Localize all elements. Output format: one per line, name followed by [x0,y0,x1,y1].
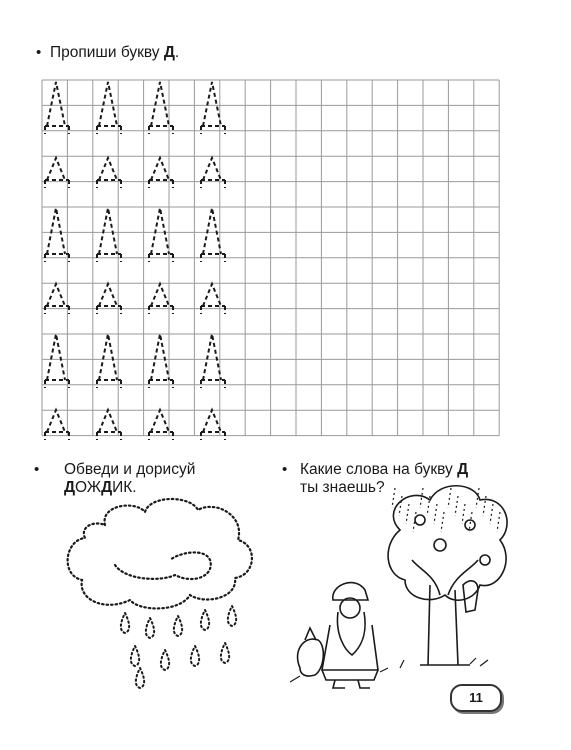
trace-letters [45,82,225,440]
dotted-raindrop [121,613,129,633]
task-1-text: Пропиши букву [50,44,164,61]
word-letter: ИК. [112,479,137,496]
dotted-raindrop [136,668,144,688]
bullet: • [36,44,42,61]
dashed-letter-d-trace [97,158,121,188]
word-letter: Д [64,479,76,496]
task-2-line-1: Обведи и дорисуй [64,461,196,478]
dashed-letter-d-trace [97,334,121,388]
task-3-line-1 [300,461,468,479]
bullet: • [282,461,288,478]
dashed-letter-d-trace [45,334,69,388]
dashed-letter-d-trace [201,208,225,262]
task-1-period: . [174,44,180,61]
task-3-line-2: ты знаешь? [300,479,385,496]
task-3-text: Какие слова на букву [300,461,458,478]
dotted-raindrop [174,616,182,636]
dashed-letter-d-trace [45,208,69,262]
rain-streak [406,504,409,524]
dotted-raindrop [191,646,199,666]
grandfather-illustration [298,583,378,688]
bullet: • [34,461,40,478]
dotted-raindrop [146,618,154,638]
dashed-letter-d-trace [45,158,69,188]
dotted-raindrop [161,650,169,670]
dashed-letter-d-trace [97,284,121,314]
rain-streak [441,512,444,532]
dashed-letter-d-trace [97,208,121,262]
rain-streak [490,504,493,524]
dotted-raindrop [228,606,236,626]
dashed-letter-d-trace [201,284,225,314]
page-number-badge: 11 [450,684,502,712]
word-letter: Ж [86,479,102,496]
task-2-instruction [34,461,196,497]
task-1-letter: Д [163,44,175,61]
rain-streak [434,504,437,524]
rain-streak [455,496,458,516]
dotted-raindrops [121,606,236,688]
rain-streak [497,512,500,532]
dashed-letter-d-trace [201,158,225,188]
task-3-letter: Д [457,461,469,478]
dashed-letter-d-trace [45,82,69,134]
task-2-word [64,479,195,497]
word-letter: О [75,479,87,496]
dashed-letter-d-trace [45,284,69,314]
dotted-cloud-trace [68,499,252,608]
word-letter: Д [101,479,113,496]
dotted-raindrop [221,643,229,663]
dashed-letter-d-trace [201,334,225,388]
rain-streak [462,504,465,524]
rain-streak [399,496,402,516]
dashed-letter-d-trace [97,82,121,134]
dotted-raindrop [201,610,209,630]
task-3-instruction [282,461,469,497]
dashed-letter-d-trace [201,82,225,134]
writing-grid [42,80,499,436]
dotted-raindrop [131,646,139,666]
tree-illustration [388,486,507,665]
